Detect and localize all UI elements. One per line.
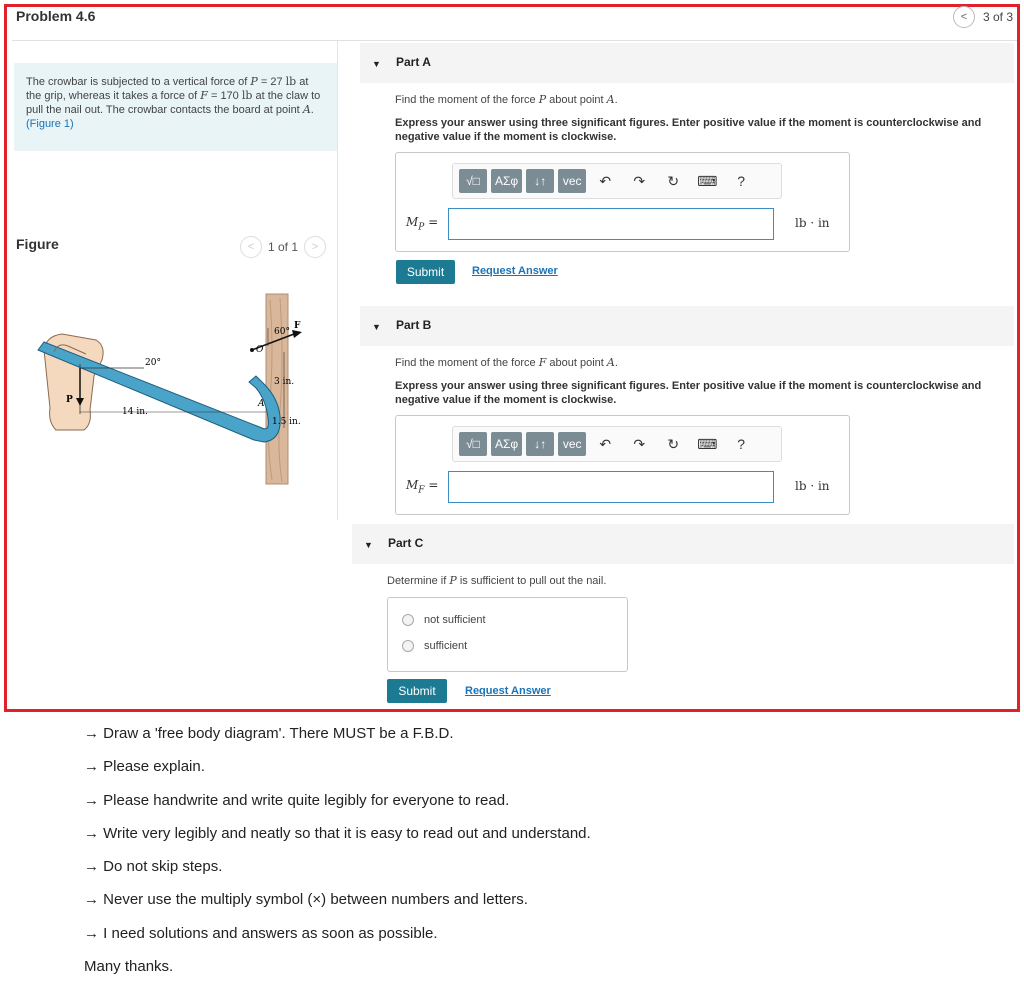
crowbar-figure: [34, 290, 324, 490]
note-line: Many thanks.: [84, 958, 174, 976]
help-icon[interactable]: ?: [737, 436, 746, 452]
part-a-header[interactable]: [360, 43, 1014, 83]
figure-pager: [240, 236, 326, 258]
sqrt-template-button[interactable]: √□: [459, 169, 487, 193]
radio-button[interactable]: [402, 614, 414, 626]
note-line: → Never use the multiply symbol (×) between numbers and letters.: [84, 891, 528, 909]
option-sufficient[interactable]: sufficient: [402, 640, 467, 652]
keyboard-icon[interactable]: ⌨: [697, 435, 718, 452]
part-b-answer-box: [395, 415, 850, 515]
label-force-P: P: [66, 395, 73, 405]
note-line: → Write very legibly and neatly so that it is easy to read out and understand.: [84, 824, 591, 842]
part-c-options: [387, 597, 628, 672]
part-c-submit-button[interactable]: Submit: [387, 679, 447, 703]
undo-icon[interactable]: ↶: [599, 435, 612, 452]
greek-symbols-button[interactable]: ΑΣφ: [491, 169, 522, 193]
part-b-variable: $M_F$ =: [406, 478, 439, 496]
math-toolbar: [452, 163, 782, 199]
sort-arrows-button[interactable]: ↓↑: [526, 432, 554, 456]
figure-header: [16, 236, 326, 256]
label-14in: 14 in.: [122, 407, 148, 417]
math-toolbar: [452, 426, 782, 462]
column-divider: [337, 40, 338, 520]
note-line: → I need solutions and answers as soon as possible.: [84, 924, 438, 942]
label-force-F: F: [294, 321, 301, 331]
option-not-sufficient[interactable]: not sufficient: [402, 614, 486, 626]
chevron-left-icon[interactable]: <: [953, 6, 975, 28]
collapse-icon: ▼: [372, 322, 381, 332]
part-b-instructions: Express your answer using three significant figures. Enter positive value if the moment is counterclockwise and negative value if the moment is clockwise.: [395, 380, 982, 406]
note-line: → Please explain.: [84, 758, 205, 776]
note-line: → Draw a 'free body diagram'. There MUST be a F.B.D.: [84, 725, 454, 742]
part-c-label: Part C: [388, 536, 424, 550]
part-b-header[interactable]: [360, 306, 1014, 346]
redo-icon[interactable]: ↷: [633, 435, 646, 452]
label-1-5in: 1.5 in.: [272, 417, 301, 427]
label-point-A: A: [258, 399, 265, 409]
part-a-submit-button[interactable]: Submit: [396, 260, 455, 284]
part-b-question: Find the moment of the force F about point A.: [395, 356, 618, 369]
part-c-header[interactable]: [352, 524, 1014, 564]
sort-arrows-button[interactable]: ↓↑: [526, 169, 554, 193]
redo-icon[interactable]: ↷: [633, 172, 646, 189]
problem-header: [12, 0, 1017, 41]
collapse-icon: ▼: [372, 59, 381, 69]
part-c-request-answer-link[interactable]: Request Answer: [465, 685, 551, 697]
part-b-answer-input[interactable]: [448, 471, 774, 503]
sqrt-template-button[interactable]: √□: [459, 432, 487, 456]
collapse-icon: ▼: [364, 540, 373, 550]
radio-button[interactable]: [402, 640, 414, 652]
note-line: → Do not skip steps.: [84, 858, 223, 876]
part-c-question: Determine if P is sufficient to pull out the nail.: [387, 574, 607, 587]
figure-prev-icon[interactable]: <: [240, 236, 262, 258]
part-b-unit: lb · in: [795, 479, 830, 493]
part-a-instructions: Express your answer using three significant figures. Enter positive value if the moment is counterclockwise and negative value if the moment is clockwise.: [395, 117, 982, 143]
label-point-O: O: [256, 345, 264, 355]
reset-icon[interactable]: ↻: [667, 435, 680, 452]
figure-title: Figure: [16, 236, 59, 252]
problem-pager-text: 3 of 3: [982, 10, 1013, 24]
part-a-question: Find the moment of the force P about point A.: [395, 93, 618, 106]
label-angle-60: 60°: [274, 327, 290, 337]
part-a-label: Part A: [396, 55, 431, 69]
figure-next-icon[interactable]: >: [304, 236, 326, 258]
part-a-unit: lb · in: [795, 216, 830, 230]
part-a-answer-box: [395, 152, 850, 252]
label-angle-20: 20°: [145, 358, 161, 368]
figure-pager-text: 1 of 1: [267, 240, 298, 254]
label-3in: 3 in.: [274, 377, 295, 387]
greek-symbols-button[interactable]: ΑΣφ: [491, 432, 522, 456]
part-a-variable: $M_P$ =: [406, 215, 439, 233]
problem-title: Problem 4.6: [16, 8, 96, 24]
keyboard-icon[interactable]: ⌨: [697, 172, 718, 189]
part-a-answer-input[interactable]: [448, 208, 774, 240]
figure-link[interactable]: (Figure 1): [26, 118, 74, 130]
request-notes: [84, 724, 984, 990]
part-a-request-answer-link[interactable]: Request Answer: [472, 265, 558, 277]
problem-pager: [953, 6, 1013, 28]
reset-icon[interactable]: ↻: [667, 172, 680, 189]
problem-statement: The crowbar is subjected to a vertical force of P = 27 lb at the grip, whereas it takes a force of F = 170 lb at the claw to pull the nail out. The crowbar contacts the board at point A. (Figure 1): [14, 63, 337, 151]
vector-button[interactable]: vec: [558, 169, 586, 193]
note-line: → Please handwrite and write quite legibly for everyone to read.: [84, 791, 510, 809]
part-b-label: Part B: [396, 318, 432, 332]
help-icon[interactable]: ?: [737, 173, 746, 189]
vector-button[interactable]: vec: [558, 432, 586, 456]
undo-icon[interactable]: ↶: [599, 172, 612, 189]
